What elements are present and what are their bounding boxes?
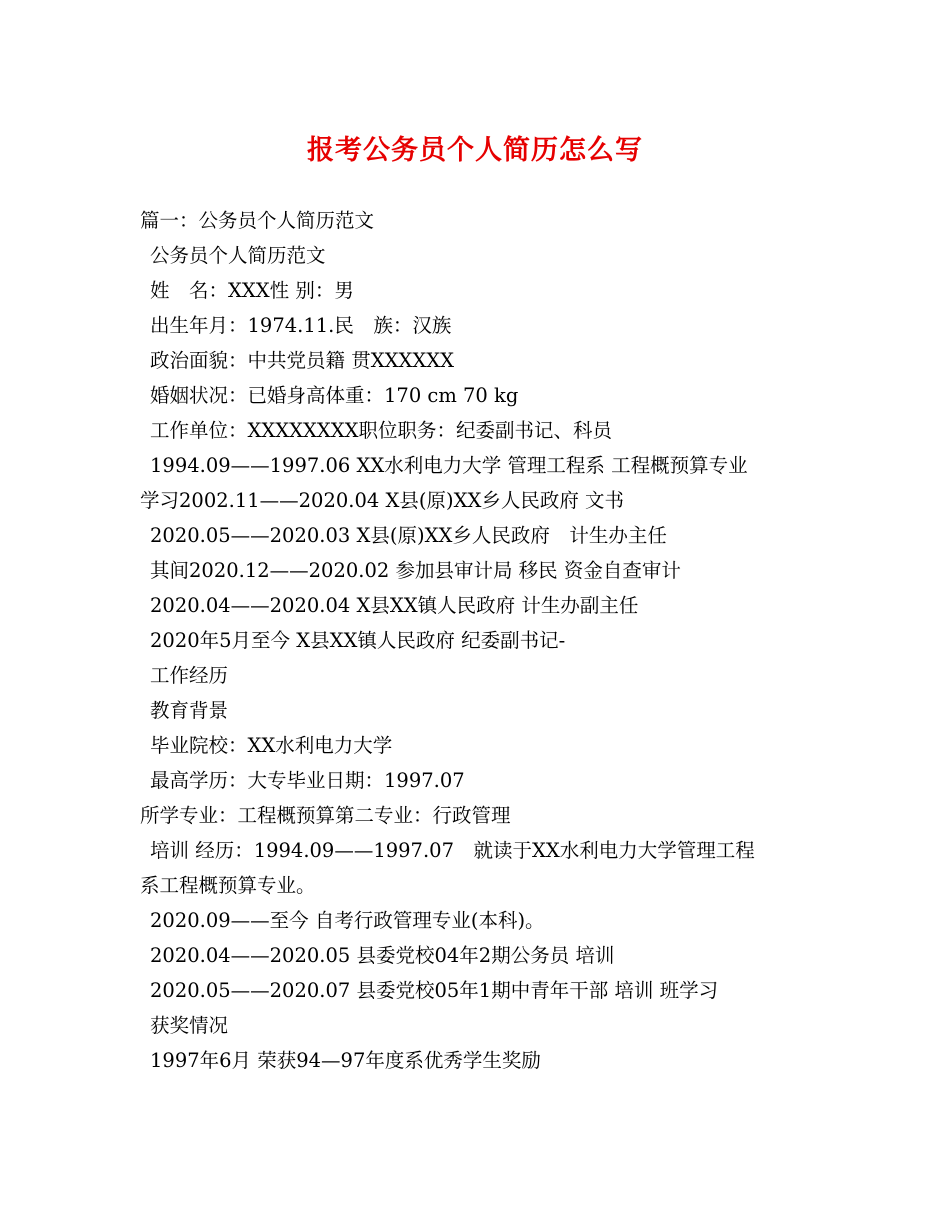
document-body — [140, 203, 830, 1078]
text-line: 2020年5月至今 X县XX镇人民政府 纪委副书记- — [150, 629, 566, 652]
text-line: 出生年月：1974.11.民 族：汉族 — [150, 314, 452, 337]
text-line: 2020.05——2020.03 X县(原)XX乡人民政府 计生办主任 — [150, 524, 667, 547]
text-line: 婚姻状况：已婚身高体重：170 cm 70 kg — [150, 384, 519, 407]
text-line: 公务员个人简历范文 — [150, 244, 326, 267]
text-line: 2020.04——2020.05 县委党校04年2期公务员 培训 — [150, 944, 615, 967]
text-line: 2020.04——2020.04 X县XX镇人民政府 计生办副主任 — [150, 594, 639, 617]
text-line: 2020.05——2020.07 县委党校05年1期中青年干部 培训 班学习 — [150, 979, 719, 1002]
text-line: 最高学历：大专毕业日期：1997.07 — [150, 769, 465, 792]
text-line: 2020.09——至今 自考行政管理专业(本科)。 — [150, 909, 545, 932]
text-line: 学习2002.11——2020.04 X县(原)XX乡人民政府 文书 — [140, 489, 625, 512]
text-line: 教育背景 — [150, 699, 229, 722]
text-line: 获奖情况 — [150, 1014, 229, 1037]
text-line: 1997年6月 荣获94—97年度系优秀学生奖励 — [150, 1049, 541, 1072]
document-title: 报考公务员个人简历怎么写 — [307, 135, 643, 166]
text-line: 毕业院校：XX水利电力大学 — [150, 734, 393, 757]
text-line: 培训 经历：1994.09——1997.07 就读于XX水利电力大学管理工程 — [150, 839, 755, 862]
text-line: 工作经历 — [150, 664, 229, 687]
text-line: 工作单位：XXXXXXXX职位职务：纪委副书记、科员 — [150, 419, 613, 442]
text-line: 所学专业：工程概预算第二专业：行政管理 — [140, 804, 511, 827]
text-line: 1994.09——1997.06 XX水利电力大学 管理工程系 工程概预算专业 — [150, 454, 748, 477]
text-line: 姓 名：XXX性 别：男 — [150, 279, 354, 302]
text-line: 政治面貌：中共党员籍 贯XXXXXX — [150, 349, 454, 372]
text-line: 系工程概预算专业。 — [140, 874, 316, 897]
text-line: 篇一：公务员个人简历范文 — [140, 209, 375, 232]
text-line: 其间2020.12——2020.02 参加县审计局 移民 资金自查审计 — [150, 559, 681, 582]
